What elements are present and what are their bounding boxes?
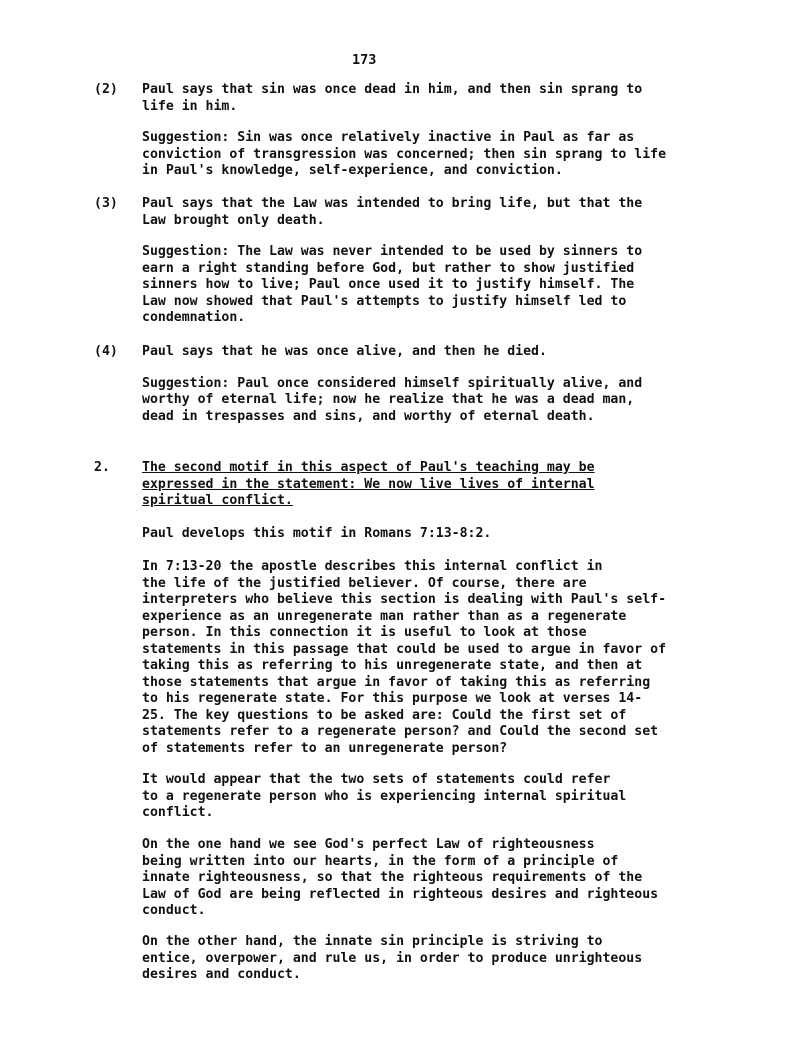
paragraph: On the other hand, the innate sin principle is striving to entice, overpower, and rule us, in order to produce unrighteous desires and conduct. [142, 934, 643, 982]
item-suggestion: Suggestion: The Law was never intended to be used by sinners to earn a right standing before God, but rather to show justified sinners how to live; Paul once used it to justify himself. The Law now showed that Paul's attempts to justify himself led to condemnation. [142, 244, 643, 325]
item-statement: Paul says that the Law was intended to bring life, but that the Law brought only death. [142, 196, 643, 228]
item-number: (3) [94, 196, 118, 211]
item-2 [94, 82, 714, 180]
page-number: 173 [352, 52, 377, 68]
paragraph: In 7:13-20 the apostle describes this internal conflict in the life of the justified believer. Of course, there are interpreters who believe this section is dealing with Paul's self- experience as an unregenerate man rather than as a regenerate person. In this connection it is useful to look at those statements in this passage that could be used to argue in favor of taking this as referring to his unregenerate state, and then at those statements that argue in favor of taking this as referring to his regenerate state. For this purpose we look at verses 14- 25. The key questions to be asked are: Could the first set of statements refer to a regenerate person? and Could the second set of statements refer to an unregenerate person? [142, 559, 667, 756]
item-suggestion: Suggestion: Paul once considered himself spiritually alive, and worthy of eternal life; now he realize that he was a dead man, dead in trespasses and sins, and worthy of eternal death. [142, 375, 643, 424]
section-number: 2. [94, 460, 110, 475]
paragraph: It would appear that the two sets of statements could refer to a regenerate person who is experiencing internal spiritual conflict. [142, 772, 627, 820]
paragraph: Paul develops this motif in Romans 7:13-8:2. [142, 526, 492, 541]
item-3 [94, 196, 714, 327]
paragraph: On the one hand we see God's perfect Law of righteousness being written into our hearts, in the form of a principle of innate righteousness, so that the righteous requirements of the Law of God are being reflected in righteous desires and righteous conduct. [142, 837, 659, 918]
item-number: (2) [94, 82, 118, 97]
item-number: (4) [94, 344, 118, 359]
item-statement: Paul says that he was once alive, and then he died. [142, 344, 547, 359]
section-heading: The second motif in this aspect of Paul's teaching may be expressed in the statement: We now live lives of internal spiritual conflict. [142, 460, 595, 508]
item-suggestion: Suggestion: Sin was once relatively inactive in Paul as far as conviction of transgression was concerned; then sin sprang to life in Paul's knowledge, self-experience, and conviction. [142, 130, 667, 178]
item-statement: Paul says that sin was once dead in him, and then sin sprang to life in him. [142, 82, 643, 114]
item-4 [94, 344, 714, 425]
